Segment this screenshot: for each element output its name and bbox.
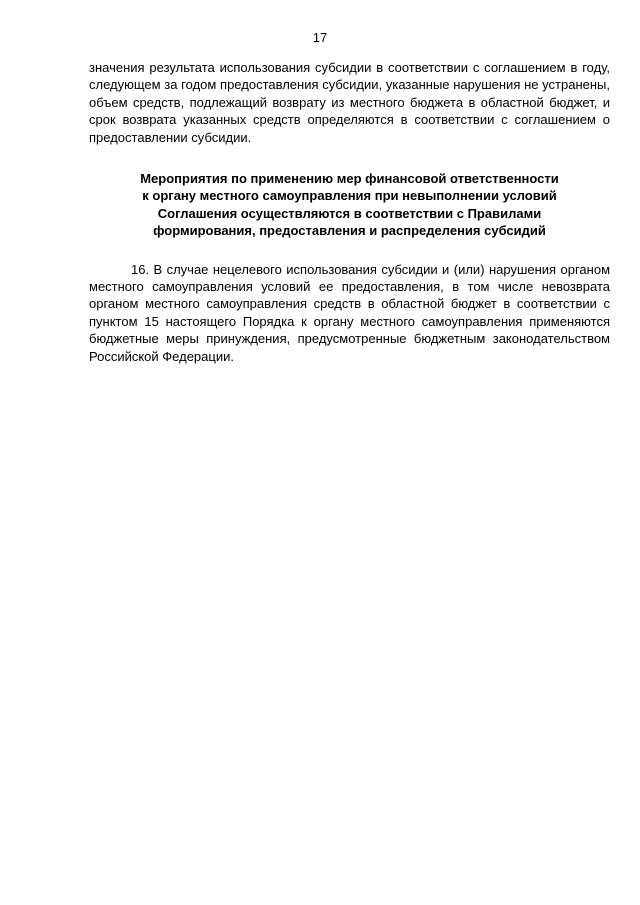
- section-heading-line: к органу местного самоуправления при невыполнении условий: [142, 188, 557, 204]
- page-number: 17: [312, 30, 328, 45]
- section-heading-line: Соглашения осуществляются в соответствии с Правилами: [157, 205, 542, 221]
- section-heading-line: Мероприятия по применению мер финансовой ответственности: [140, 171, 559, 187]
- section-heading: [89, 170, 610, 240]
- document-body: [89, 59, 610, 365]
- paragraph-intro: значения результата использования субсидии в соответствии с соглашением в году, следующем за годом предоставления субсидии, указанные нарушения не устранены, объем средств, подлежащий возврату из местного бюджета в областной бюджет, и срок возврата указанных средств определяются в соответствии с соглашением о предоставлении субсидии.: [89, 60, 610, 145]
- section-heading-line: формирования, предоставления и распределения субсидий: [153, 223, 546, 239]
- paragraph-item-16: 16. В случае нецелевого использования субсидии и (или) нарушения органом местного самоуправления условий ее предоставления, в том числе невозврата органом местного самоуправления средств в областной бюджет в соответствии с пунктом 15 настоящего Порядка к органу местного самоуправления применяются бюджетные меры принуждения, предусмотренные бюджетным законодательством Российской Федерации.: [89, 261, 610, 364]
